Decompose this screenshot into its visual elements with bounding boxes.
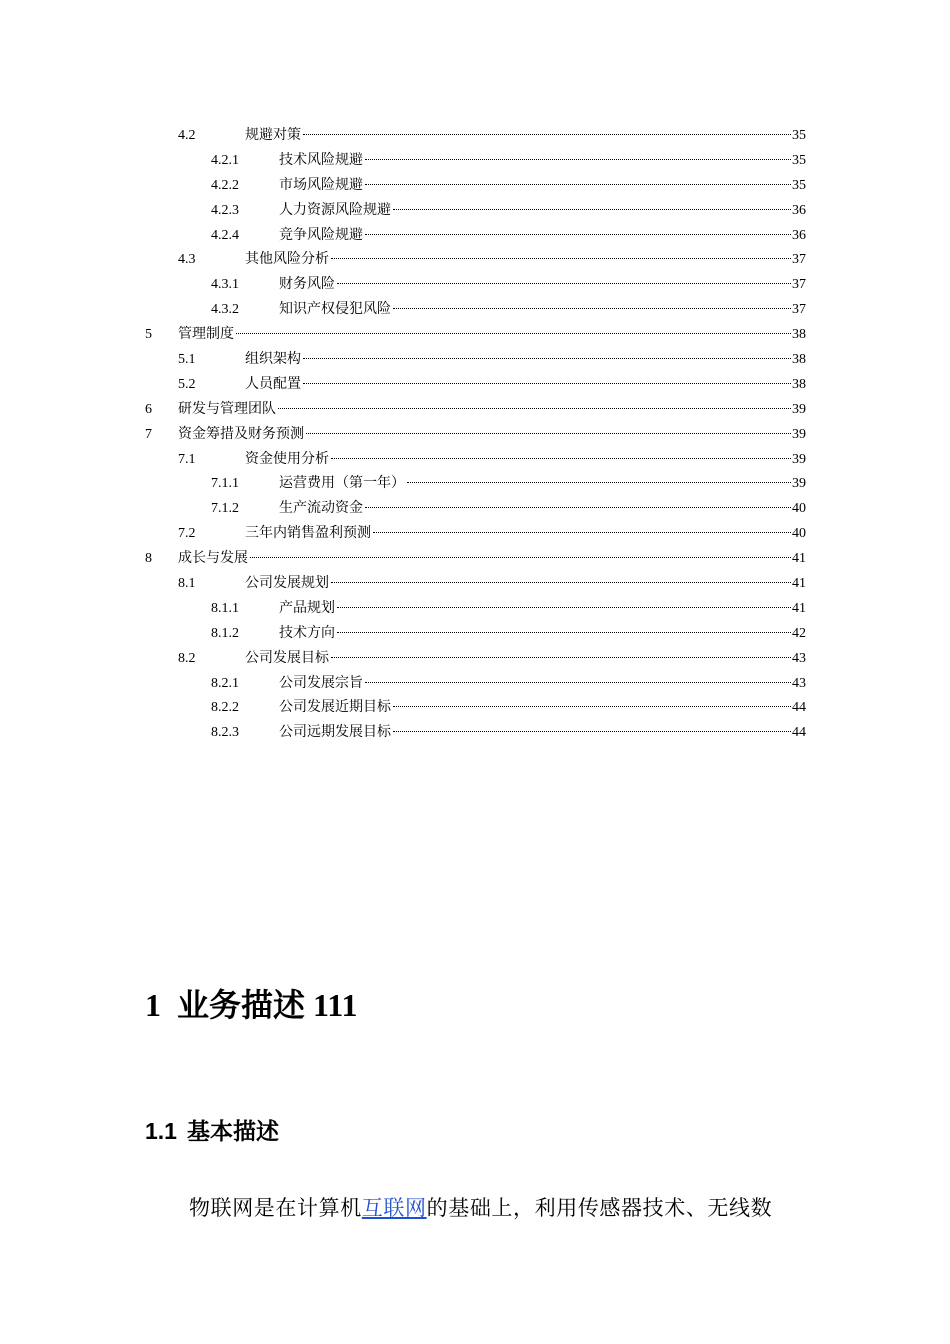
toc-entry[interactable] — [0, 298, 950, 323]
toc-entry-number: 4.2.4 — [211, 227, 239, 243]
toc-entry-title: 公司发展宗旨 — [279, 675, 363, 691]
toc-dot-leader — [331, 258, 791, 259]
toc-entry-title: 资金使用分析 — [245, 451, 329, 467]
toc-entry-page: 44 — [792, 700, 806, 716]
toc-entry[interactable] — [0, 448, 950, 473]
heading-1 — [145, 980, 357, 1026]
toc-entry-page: 35 — [792, 177, 806, 193]
toc-dot-leader — [303, 358, 791, 359]
toc-entry[interactable] — [0, 572, 950, 597]
body-paragraph — [189, 1192, 772, 1222]
internet-link[interactable]: 互联网 — [361, 1196, 427, 1220]
toc-entry-title: 其他风险分析 — [245, 252, 329, 268]
toc-entry-number: 7 — [145, 426, 152, 442]
toc-entry-title: 财务风险 — [279, 277, 335, 293]
toc-entry-line — [245, 448, 806, 473]
heading-1-number: 1 — [145, 987, 161, 1023]
toc-entry[interactable] — [0, 248, 950, 273]
toc-entry-title: 技术风险规避 — [279, 152, 363, 168]
toc-entry-number: 8.2.3 — [211, 725, 239, 741]
toc-entry[interactable] — [0, 547, 950, 572]
heading-1-text: 业务描述 111 — [177, 987, 358, 1023]
toc-entry-number: 8 — [145, 551, 152, 567]
toc-entry-line — [279, 199, 806, 224]
toc-entry-page: 43 — [792, 675, 806, 691]
toc-entry-page: 38 — [792, 376, 806, 392]
toc-entry-page: 39 — [792, 426, 806, 442]
toc-entry[interactable] — [0, 224, 950, 249]
toc-dot-leader — [365, 184, 791, 185]
toc-entry-page: 36 — [792, 202, 806, 218]
toc-entry-number: 8.2 — [178, 650, 196, 666]
toc-entry-number: 7.1.1 — [211, 476, 239, 492]
toc-entry-page: 39 — [792, 401, 806, 417]
toc-entry-line — [178, 423, 806, 448]
toc-entry[interactable] — [0, 323, 950, 348]
toc-entry-line — [279, 672, 806, 697]
toc-entry-line — [245, 373, 806, 398]
toc-dot-leader — [303, 134, 791, 135]
toc-entry-title: 竞争风险规避 — [279, 227, 363, 243]
toc-dot-leader — [331, 582, 791, 583]
toc-entry[interactable] — [0, 149, 950, 174]
toc-entry-number: 8.1.2 — [211, 625, 239, 641]
toc-entry-page: 39 — [792, 451, 806, 467]
toc-entry-page: 40 — [792, 501, 806, 517]
toc-entry-line — [279, 497, 806, 522]
toc-entry-page: 36 — [792, 227, 806, 243]
toc-entry-page: 40 — [792, 526, 806, 542]
toc-dot-leader — [393, 209, 791, 210]
toc-entry-number: 4.3.1 — [211, 277, 239, 293]
toc-entry-line — [279, 721, 806, 746]
toc-entry-title: 知识产权侵犯风险 — [279, 302, 391, 318]
toc-entry[interactable] — [0, 273, 950, 298]
toc-entry-number: 7.2 — [178, 526, 196, 542]
toc-entry[interactable] — [0, 423, 950, 448]
toc-entry-line — [245, 348, 806, 373]
paragraph-text-after: 的基础上，利用传感器技术、无线数 — [426, 1196, 773, 1220]
toc-dot-leader — [373, 532, 791, 533]
toc-entry[interactable] — [0, 647, 950, 672]
toc-dot-leader — [393, 308, 791, 309]
toc-dot-leader — [337, 283, 791, 284]
toc-entry-title: 公司发展规划 — [245, 576, 329, 592]
toc-entry-page: 39 — [792, 476, 806, 492]
toc-entry-title: 市场风险规避 — [279, 177, 363, 193]
toc-dot-leader — [365, 159, 791, 160]
toc-entry[interactable] — [0, 398, 950, 423]
toc-entry-line — [279, 273, 806, 298]
toc-entry-line — [279, 149, 806, 174]
toc-entry-title: 公司发展目标 — [245, 650, 329, 666]
toc-entry-page: 44 — [792, 725, 806, 741]
toc-entry-number: 5.1 — [178, 352, 196, 368]
heading-2-number: 1.1 — [145, 1118, 177, 1144]
toc-dot-leader — [331, 657, 791, 658]
toc-dot-leader — [365, 507, 791, 508]
toc-entry-title: 技术方向 — [279, 625, 335, 641]
toc-dot-leader — [303, 383, 791, 384]
toc-entry-number: 8.2.1 — [211, 675, 239, 691]
toc-entry-number: 8.1 — [178, 576, 196, 592]
toc-entry-page: 35 — [792, 152, 806, 168]
toc-entry-number: 4.2 — [178, 128, 196, 143]
toc-entry[interactable] — [0, 348, 950, 373]
toc-entry-page: 38 — [792, 327, 806, 343]
toc-entry-line — [245, 522, 806, 547]
toc-entry-line — [245, 124, 806, 149]
toc-entry-number: 8.2.2 — [211, 700, 239, 716]
toc-entry-number: 4.2.1 — [211, 152, 239, 168]
toc-entry-number: 4.2.2 — [211, 177, 239, 193]
toc-entry-number: 6 — [145, 401, 152, 417]
toc-dot-leader — [365, 234, 791, 235]
toc-entry-number: 5.2 — [178, 376, 196, 392]
toc-entry-title: 规避对策 — [245, 128, 301, 143]
toc-entry[interactable] — [0, 497, 950, 522]
toc-entry[interactable] — [0, 373, 950, 398]
toc-entry[interactable] — [0, 174, 950, 199]
toc-entry-page: 37 — [792, 277, 806, 293]
toc-entry[interactable] — [0, 597, 950, 622]
toc-entry-line — [279, 696, 806, 721]
toc-dot-leader — [250, 557, 791, 558]
toc-entry-line — [279, 622, 806, 647]
heading-2-text: 基本描述 — [186, 1118, 279, 1144]
toc-dot-leader — [236, 333, 791, 334]
toc-entry-page: 37 — [792, 302, 806, 318]
toc-entry[interactable] — [0, 622, 950, 647]
toc-dot-leader — [337, 632, 791, 633]
toc-entry-page: 41 — [792, 551, 806, 567]
paragraph-text-before: 物联网是在计算机 — [189, 1196, 362, 1220]
toc-entry[interactable] — [0, 124, 950, 149]
toc-dot-leader — [278, 408, 791, 409]
toc-entry-title: 研发与管理团队 — [178, 401, 276, 417]
toc-entry-page: 37 — [792, 252, 806, 268]
toc-entry[interactable] — [0, 672, 950, 697]
toc-entry-page: 41 — [792, 576, 806, 592]
toc-entry-line — [279, 298, 806, 323]
toc-entry-title: 公司发展近期目标 — [279, 700, 391, 716]
toc-entry-line — [178, 398, 806, 423]
heading-2 — [145, 1113, 279, 1146]
toc-entry-line — [245, 647, 806, 672]
toc-entry-line — [279, 472, 806, 497]
toc-entry-line — [178, 547, 806, 572]
toc-dot-leader — [393, 706, 791, 707]
toc-entry[interactable] — [0, 721, 950, 746]
toc-entry-title: 成长与发展 — [178, 551, 248, 567]
toc-entry-page: 35 — [792, 128, 806, 143]
toc-entry-line — [178, 323, 806, 348]
toc-entry-page: 41 — [792, 600, 806, 616]
toc-entry-line — [245, 248, 806, 273]
toc-dot-leader — [306, 433, 791, 434]
toc-entry-page: 38 — [792, 352, 806, 368]
toc-entry[interactable] — [0, 696, 950, 721]
toc-entry-line — [279, 597, 806, 622]
toc-entry-title: 人力资源风险规避 — [279, 202, 391, 218]
toc-dot-leader — [393, 731, 791, 732]
toc-entry[interactable] — [0, 199, 950, 224]
toc-entry-line — [279, 174, 806, 199]
toc-entry-title: 三年内销售盈利预测 — [245, 526, 371, 542]
toc-entry-number: 4.2.3 — [211, 202, 239, 218]
toc-entry-title: 运营费用（第一年） — [279, 476, 405, 492]
toc-entry-line — [279, 224, 806, 249]
toc-entry-number: 7.1 — [178, 451, 196, 467]
toc-entry-number: 8.1.1 — [211, 600, 239, 616]
toc-entry[interactable] — [0, 522, 950, 547]
table-of-contents — [0, 124, 950, 746]
toc-entry-number: 4.3 — [178, 252, 196, 268]
toc-entry-title: 生产流动资金 — [279, 501, 363, 517]
toc-entry-page: 42 — [792, 625, 806, 641]
toc-entry-title: 人员配置 — [245, 376, 301, 392]
toc-entry-page: 43 — [792, 650, 806, 666]
toc-entry-title: 产品规划 — [279, 600, 335, 616]
toc-entry-number: 7.1.2 — [211, 501, 239, 517]
toc-entry-title: 公司远期发展目标 — [279, 725, 391, 741]
toc-entry-number: 4.3.2 — [211, 302, 239, 318]
toc-entry-title: 组织架构 — [245, 352, 301, 368]
toc-entry-title: 资金筹措及财务预测 — [178, 426, 304, 442]
toc-entry[interactable] — [0, 472, 950, 497]
toc-entry-title: 管理制度 — [178, 327, 234, 343]
toc-entry-number: 5 — [145, 327, 152, 343]
toc-entry-line — [245, 572, 806, 597]
toc-dot-leader — [365, 682, 791, 683]
toc-dot-leader — [331, 458, 791, 459]
toc-dot-leader — [407, 482, 791, 483]
toc-dot-leader — [337, 607, 791, 608]
